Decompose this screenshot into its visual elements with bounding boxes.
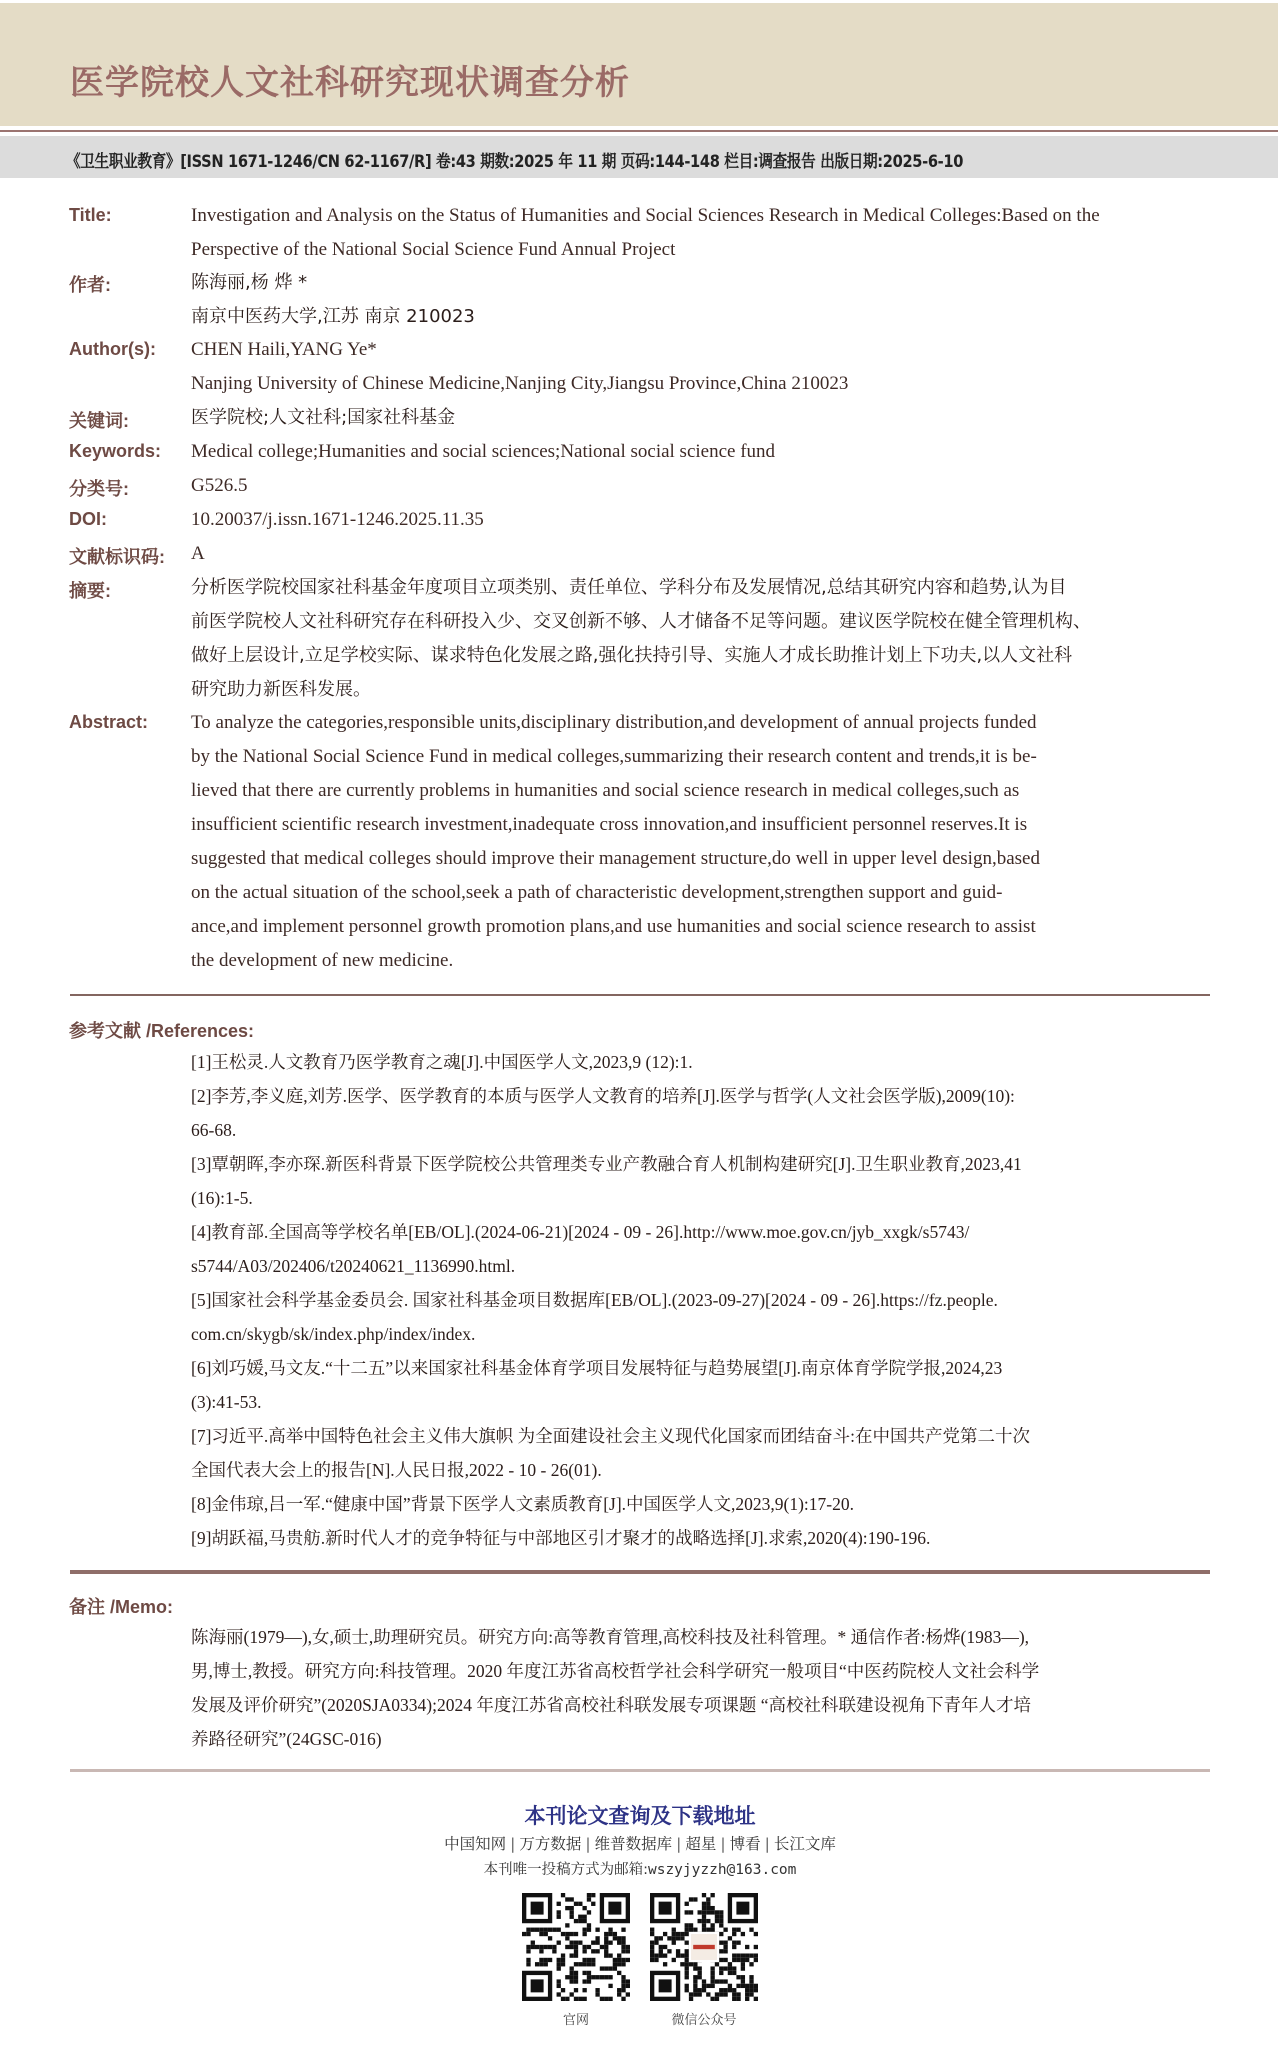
- abstract-zh-label: 摘要:: [69, 581, 111, 601]
- reference-line: [8]金伟琼,吕一军.“健康中国”背景下医学人文素质教育[J].中国医学人文,2023,9(1):17-20.: [191, 1494, 854, 1514]
- journal-meta: 《卫生职业教育》[ISSN 1671-1246/CN 62-1167/R] 卷:43 期数:2025 年 11 期 页码:144-148 栏目:调查报告 出版日期:2025-6-10: [66, 152, 964, 172]
- english-title-line: Perspective of the National Social Science Fund Annual Project: [191, 239, 676, 260]
- abstract-zh-line: 分析医学院校国家社科基金年度项目立项类别、责任单位、学科分布及发展情况,总结其研究内容和趋势,认为目: [191, 577, 1067, 598]
- keywords-en: Medical college;Humanities and social sciences;National social science fund: [191, 441, 776, 462]
- database-link[interactable]: 长江文库: [773, 1835, 836, 1853]
- reference-line: [9]胡跃福,马贵舫.新时代人才的竞争特征与中部地区引才聚才的战略选择[J].求索,2020(4):190-196.: [191, 1528, 931, 1548]
- database-link[interactable]: 万方数据: [519, 1835, 582, 1853]
- authors-zh-label: 作者:: [69, 275, 111, 295]
- memo-text: [191, 1620, 1221, 1756]
- qr-code-icon: [522, 1893, 630, 2001]
- abstract-zh-line: 研究助力新医科发展。: [191, 679, 371, 700]
- reference-line: [3]覃朝晖,李亦琛.新医科背景下医学院校公共管理类专业产教融合育人机制构建研究[J].卫生职业教育,2023,41: [191, 1154, 1022, 1174]
- submission-email: [0, 1858, 1280, 1879]
- separator: |: [720, 1835, 726, 1853]
- keywords-zh-label: 关键词:: [69, 411, 129, 431]
- separator: |: [764, 1835, 770, 1853]
- qr-label-website: 官网: [562, 2013, 589, 2028]
- reference-line: [1]王松灵.人文教育乃医学教育之魂[J].中国医学人文,2023,9 (12):1.: [191, 1052, 693, 1072]
- abstract-en-line: on the actual situation of the school,seek a path of characteristic development,strengthen support and guid-: [191, 882, 1003, 903]
- article-title: 医学院校人文社科研究现状调查分析: [70, 63, 630, 103]
- memo-line: 男,博士,教授。研究方向:科技管理。2020 年度江苏省高校哲学社会科学研究一般项目“中医药院校人文社会科学: [191, 1661, 1040, 1681]
- english-title-line: Investigation and Analysis on the Status of Humanities and Social Sciences Research in Medical Colleges:Based on the: [191, 205, 1100, 226]
- classification-label: 分类号:: [69, 479, 129, 499]
- database-link[interactable]: 超星: [685, 1835, 717, 1853]
- header-divider: [0, 130, 1278, 132]
- email-prefix: 本刊唯一投稿方式为邮箱:: [483, 1862, 648, 1878]
- authors-en: [191, 333, 1216, 401]
- qr-code-icon: [650, 1893, 758, 2001]
- qr-label-wechat: 微信公众号: [671, 2013, 737, 2028]
- author-names-zh: 陈海丽,杨 烨 *: [191, 272, 308, 293]
- memo-label: 备注 /Memo:: [69, 1597, 174, 1617]
- reference-line: (16):1-5.: [191, 1188, 253, 1208]
- abstract-zh-line: 做好上层设计,立足学校实际、谋求特色化发展之路,强化扶持引导、实施人才成长助推计划上下功夫,以人文社科: [191, 645, 1073, 666]
- title-label: Title:: [69, 205, 112, 225]
- reference-line: [2]李芳,李义庭,刘芳.医学、医学教育的本质与医学人文教育的培养[J].医学与哲学(人文社会医学版),2009(10):: [191, 1086, 1015, 1106]
- reference-line: 66-68.: [191, 1120, 237, 1140]
- abstract-en-line: lieved that there are currently problems in humanities and social science research in medical colleges,such as: [191, 780, 1020, 801]
- database-link[interactable]: 博看: [729, 1835, 761, 1853]
- journal-meta-bar: [0, 136, 1278, 178]
- references-list: [191, 1045, 1221, 1555]
- abstract-en-line: by the National Social Science Fund in medical colleges,summarizing their research content and trends,it is be-: [191, 746, 1037, 767]
- english-title: [191, 199, 1216, 267]
- reference-line[interactable]: s5744/A03/202406/t20240621_1136990.html.: [191, 1256, 516, 1276]
- qr-code-wechat-icon[interactable]: [650, 1893, 758, 2001]
- reference-line[interactable]: com.cn/skygb/sk/index.php/index/index.: [191, 1324, 476, 1344]
- references-label: 参考文献 /References:: [69, 1021, 255, 1041]
- affiliation-zh: 南京中医药大学,江苏 南京 210023: [191, 306, 475, 327]
- abstract-en-line: ance,and implement personnel growth promotion plans,and use humanities and social science research to assist: [191, 916, 1036, 937]
- footer-title: 本刊论文查询及下载地址: [524, 1804, 756, 1828]
- keywords-en-label: Keywords:: [69, 441, 162, 461]
- database-link[interactable]: 中国知网: [444, 1835, 507, 1853]
- reference-line: 全国代表大会上的报告[N].人民日报,2022 - 10 - 26(01).: [191, 1460, 602, 1480]
- affiliation-en: Nanjing University of Chinese Medicine,Nanjing City,Jiangsu Province,China 210023: [191, 373, 849, 394]
- references-divider: [70, 994, 1210, 996]
- abstract-zh-line: 前医学院校人文社科研究存在科研投入少、交叉创新不够、人才储备不足等问题。建议医学院校在健全管理机构、: [191, 611, 1091, 632]
- abstract-en: [191, 706, 1216, 978]
- abstract-en-line: suggested that medical colleges should improve their management structure,do well in upper level design,based: [191, 848, 1040, 869]
- doc-code-value: A: [191, 543, 205, 564]
- doi-value[interactable]: 10.20037/j.issn.1671-1246.2025.11.35: [191, 509, 484, 530]
- authors-en-label: Author(s):: [69, 339, 156, 359]
- memo-line: 养路径研究”(24GSC-016): [191, 1729, 382, 1749]
- reference-line: (3):41-53.: [191, 1392, 262, 1412]
- authors-zh: [191, 266, 1216, 334]
- doi-label: DOI:: [69, 509, 107, 529]
- separator: |: [585, 1835, 591, 1853]
- email-address[interactable]: wszyjyzzh@163.com: [647, 1862, 797, 1878]
- database-list: [0, 1832, 1280, 1854]
- memo-line: 陈海丽(1979—),女,硕士,助理研究员。研究方向:高等教育管理,高校科技及社科管理。* 通信作者:杨烨(1983—),: [191, 1627, 1030, 1647]
- database-link[interactable]: 维普数据库: [594, 1835, 673, 1853]
- abstract-en-label: Abstract:: [69, 712, 149, 732]
- keywords-zh: 医学院校;人文社科;国家社科基金: [191, 407, 456, 428]
- doc-code-label: 文献标识码:: [69, 547, 165, 567]
- reference-line[interactable]: [5]国家社会科学基金委员会. 国家社科基金项目数据库[EB/OL].(2023-09-27)[2024 - 09 - 26].https://fz.people.: [191, 1290, 998, 1310]
- reference-line[interactable]: [4]教育部.全国高等学校名单[EB/OL].(2024-06-21)[2024 - 09 - 26].http://www.moe.gov.cn/jyb_xxgk/s5743/: [191, 1222, 970, 1242]
- separator: |: [510, 1835, 516, 1853]
- separator: |: [676, 1835, 682, 1853]
- abstract-zh: [191, 571, 1216, 707]
- abstract-en-line: To analyze the categories,responsible units,disciplinary distribution,and development of annual projects funded: [191, 712, 1037, 733]
- header-banner: [0, 3, 1278, 126]
- abstract-en-line: the development of new medicine.: [191, 950, 454, 971]
- memo-line: 发展及评价研究”(2020SJA0334);2024 年度江苏省高校社科联发展专项课题 “高校社科联建设视角下青年人才培: [191, 1695, 1031, 1715]
- reference-line: [7]习近平.高举中国特色社会主义伟大旗帜 为全面建设社会主义现代化国家而团结奋斗:在中国共产党第二十次: [191, 1426, 1031, 1446]
- reference-line: [6]刘巧媛,马文友.“十二五”以来国家社科基金体育学项目发展特征与趋势展望[J].南京体育学院学报,2024,23: [191, 1358, 1003, 1378]
- classification-value: G526.5: [191, 475, 248, 496]
- memo-divider: [70, 1570, 1210, 1574]
- abstract-en-line: insufficient scientific research investment,inadequate cross innovation,and insufficient personnel reserves.It is: [191, 814, 1028, 835]
- author-names-en: CHEN Haili,YANG Ye*: [191, 339, 377, 360]
- footer-divider: [70, 1769, 1210, 1772]
- qr-code-website-icon[interactable]: [522, 1893, 630, 2001]
